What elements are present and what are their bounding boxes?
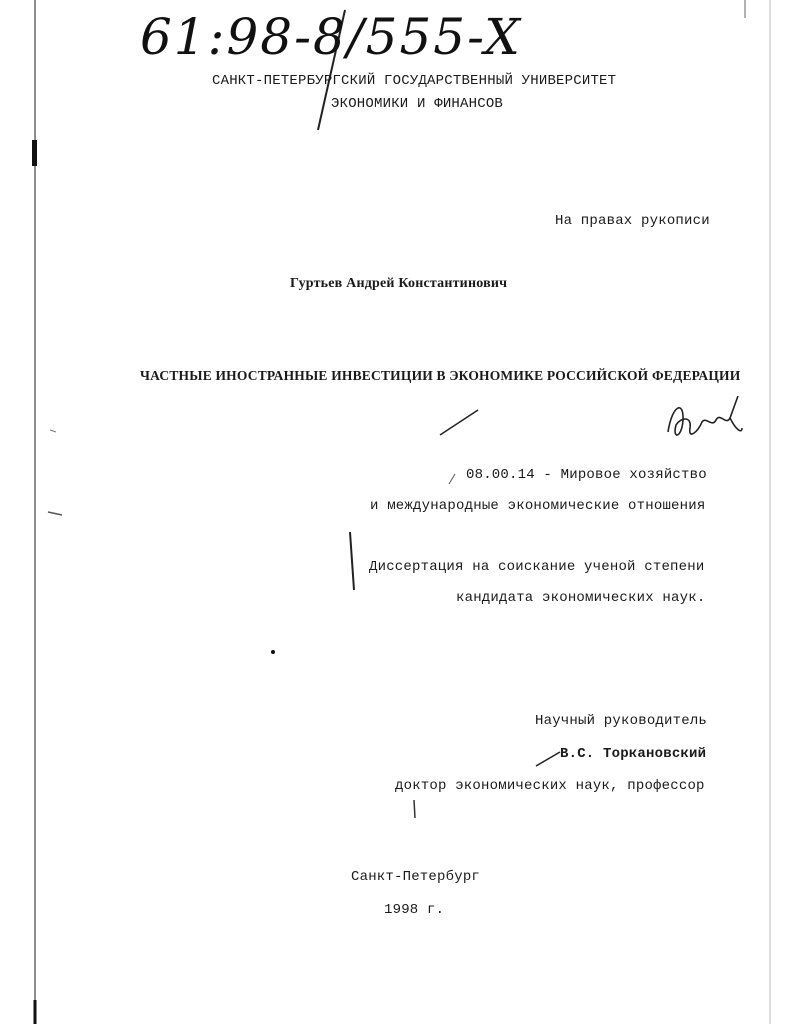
city: Санкт-Петербург [351, 869, 481, 885]
signature [668, 396, 742, 435]
dissertation-purpose-line1: Диссертация на соискание ученой степени [369, 559, 705, 575]
year: 1998 г. [384, 902, 445, 918]
advisor-credentials: доктор экономических наук, профессор [395, 778, 705, 794]
university-name-line1: САНКТ-ПЕТЕРБУРГСКИЙ ГОСУДАРСТВЕННЫЙ УНИВЕРСИТЕТ [212, 73, 617, 89]
university-name-line2: ЭКОНОМИКИ И ФИНАНСОВ [331, 96, 504, 112]
advisor-label: Научный руководитель [535, 713, 708, 729]
dissertation-purpose-line2: кандидата экономических наук. [456, 590, 706, 606]
advisor-name: В.С. Торкановский [560, 746, 707, 762]
bracket-mark [350, 532, 354, 590]
manuscript-note: На правах рукописи [555, 213, 710, 229]
specialty-code: 08.00.14 - Мировое хозяйство [466, 467, 707, 483]
dissertation-title: ЧАСТНЫЕ ИНОСТРАННЫЕ ИНВЕСТИЦИИ В ЭКОНОМИКЕ РОССИЙСКОЙ ФЕДЕРАЦИИ [140, 368, 741, 383]
author-name: Гуртьев Андрей Константинович [290, 276, 508, 291]
archive-number-handwritten: 61:98-8/555-X [140, 8, 522, 66]
specialty-name: и международные экономические отношения [370, 498, 706, 514]
edge-mark [32, 140, 37, 166]
pen-dash [440, 410, 478, 435]
